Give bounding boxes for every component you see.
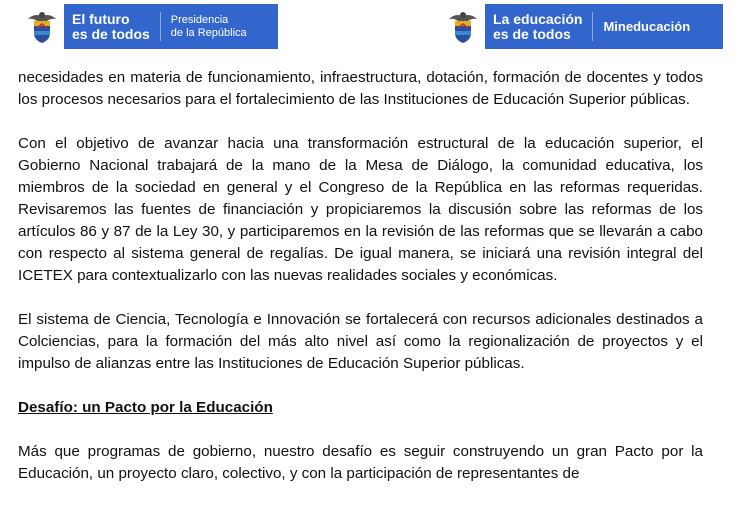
entity-name: Mineducación bbox=[603, 19, 691, 34]
presidencia-logo bbox=[20, 4, 278, 49]
slogan-line-1: La educación bbox=[493, 10, 583, 27]
entity-line-2: de la República bbox=[170, 26, 247, 39]
entity-line-1: Presidencia bbox=[170, 13, 229, 26]
paragraph: El sistema de Ciencia, Tecnología e Innovación se fortalecerá con recursos adicionales destinados a Colciencias, para la formación del más alto nivel así como la regionalización de proyectos y el impulso de alianzas entre las Instituciones de Educación Superior públicas. bbox=[18, 311, 703, 372]
slogan-line-1: El futuro bbox=[72, 10, 130, 27]
slogan-line-2: es de todos bbox=[72, 25, 150, 42]
logo-slogan bbox=[485, 4, 592, 49]
document-body bbox=[18, 67, 703, 507]
paragraph: necesidades en materia de funcionamiento, infraestructura, dotación, formación de docentes y todos los procesos necesarios para el fortalecimiento de las Instituciones de Educación Superior públicas. bbox=[18, 69, 703, 108]
logo-slogan bbox=[64, 4, 160, 49]
slogan-line-2: es de todos bbox=[493, 25, 571, 42]
coat-of-arms-icon bbox=[20, 4, 64, 49]
paragraph: Con el objetivo de avanzar hacia una transformación estructural de la educación superior, el Gobierno Nacional trabajará de la mano de la Mesa de Diálogo, la comunidad educativa, los miembros de la sociedad en general y el Congreso de la República en las reformas requeridas. Revisaremos las fuentes de financiación y propiciaremos la discusión sobre las reformas de los artículos 86 y 87 de la Ley 30, y participaremos en la revisión de las reformas que se llevarán a cabo con respecto al sistema general de regalías. De igual manera, se iniciará una revisión integral del ICETEX para contextualizarlo con las nuevas realidades sociales y económicas. bbox=[18, 135, 703, 284]
section-heading: Desafío: un Pacto por la Educación bbox=[18, 399, 273, 416]
paragraph: Más que programas de gobierno, nuestro desafío es seguir construyendo un gran Pacto por la Educación, un proyecto claro, colectivo, y con la participación de representantes de bbox=[18, 443, 703, 482]
coat-of-arms-icon bbox=[441, 4, 485, 49]
logo-entity bbox=[593, 4, 690, 49]
mineducacion-logo bbox=[441, 4, 723, 49]
logo-entity bbox=[161, 4, 247, 49]
